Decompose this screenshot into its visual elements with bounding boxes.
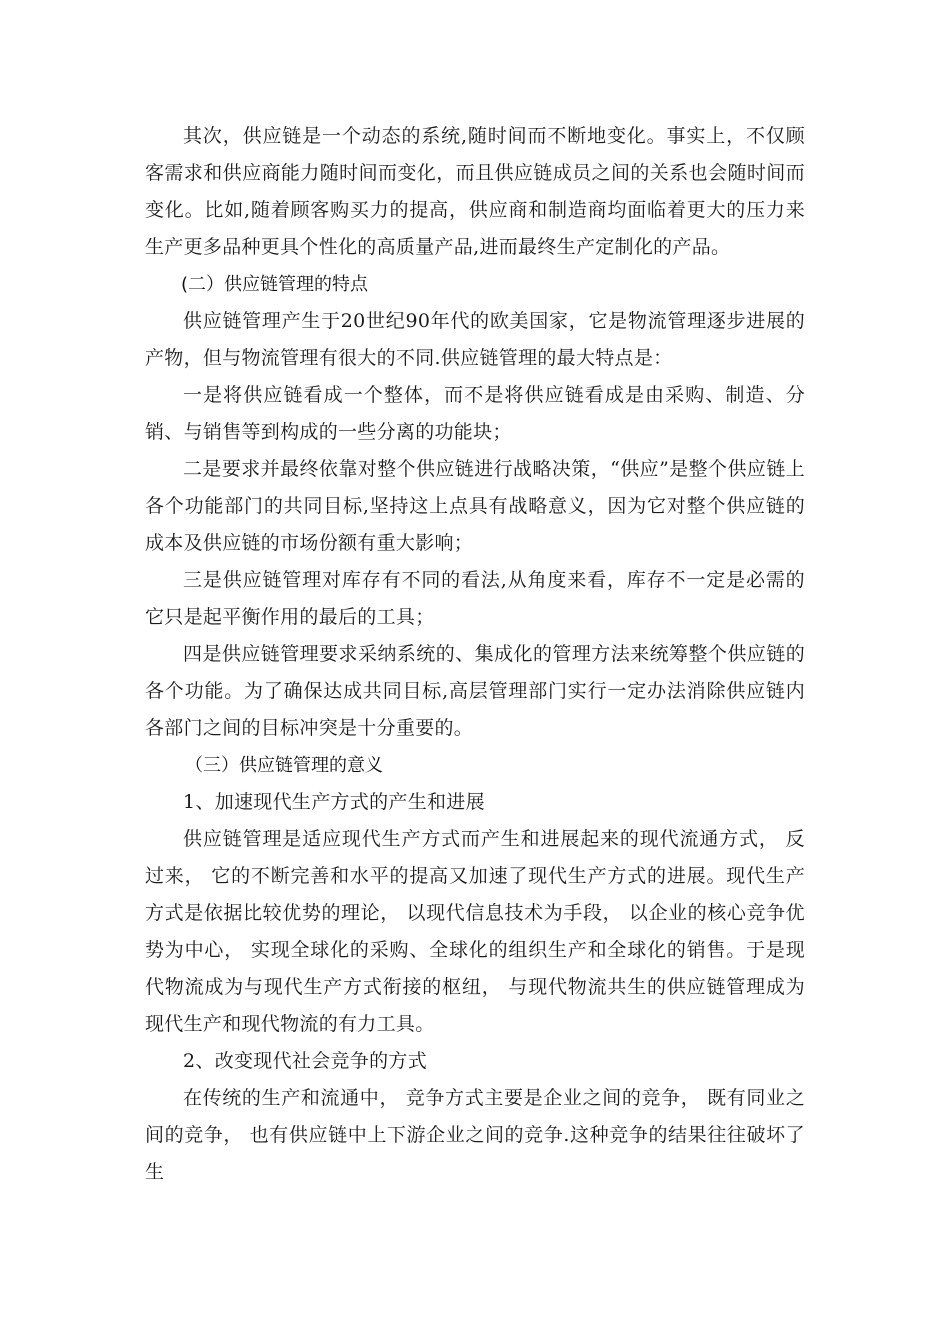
paragraph-feature-three: 三是供应链管理对库存有不同的看法,从角度来看，库存不一定是必需的它只是起平衡作用的最后的工具； xyxy=(145,569,805,628)
document-page xyxy=(145,118,805,1191)
paragraph-dynamic-system: 其次，供应链是一个动态的系统,随时间而不断地变化。事实上，不仅顾客需求和供应商能力随时间而变化，而且供应链成员之间的关系也会随时间而变化。比如,随着顾客购买力的提高，供应商和制造商均面临着更大的压力来生产更多品种更具个性化的高质量产品,进而最终生产定制化的产品。 xyxy=(145,125,805,258)
section-heading-features: (二）供应链管理的特点 xyxy=(181,274,369,295)
subheading-competition: 2、改变现代社会竞争的方式 xyxy=(183,1050,427,1072)
subheading-production: 1、加速现代生产方式的产生和进展 xyxy=(183,791,485,813)
section-heading-significance: （三）供应链管理的意义 xyxy=(185,755,383,776)
paragraph-feature-two: 二是要求并最终依靠对整个供应链进行战略决策，“供应”是整个供应链上各个功能部门的共同目标,坚持这上点具有战略意义，因为它对整个供应链的成本及供应链的市场份额有重大影响； xyxy=(145,458,805,554)
paragraph-competition: 在传统的生产和流通中， 竞争方式主要是企业之间的竞争， 既有同业之间的竞争， 也有供应链中上下游企业之间的竞争.这种竞争的结果往往破坏了生 xyxy=(145,1087,805,1183)
paragraph-origin: 供应链管理产生于20世纪90年代的欧美国家，它是物流管理逐步进展的产物，但与物流管理有很大的不同.供应链管理的最大特点是： xyxy=(145,310,805,369)
paragraph-production: 供应链管理是适应现代生产方式而产生和进展起来的现代流通方式， 反过来， 它的不断完善和水平的提高又加速了现代生产方式的进展。现代生产方式是依据比较优势的理论， 以现代信息技术为手段， 以企业的核心竞争优势为中心， 实现全球化的采购、全球化的组织生产和全球化的销售。于是现代物流成为与现代生产方式衔接的枢纽， 与现代物流共生的供应链管理成为现代生产和现代物流的有力工具。 xyxy=(145,828,805,1035)
paragraph-feature-one: 一是将供应链看成一个整体，而不是将供应链看成是由采购、制造、分销、与销售等到构成的一些分离的功能块； xyxy=(145,384,805,443)
paragraph-feature-four: 四是供应链管理要求采纳系统的、集成化的管理方法来统筹整个供应链的各个功能。为了确保达成共同目标,高层管理部门实行一定办法消除供应链内各部门之间的目标冲突是十分重要的。 xyxy=(145,643,805,739)
